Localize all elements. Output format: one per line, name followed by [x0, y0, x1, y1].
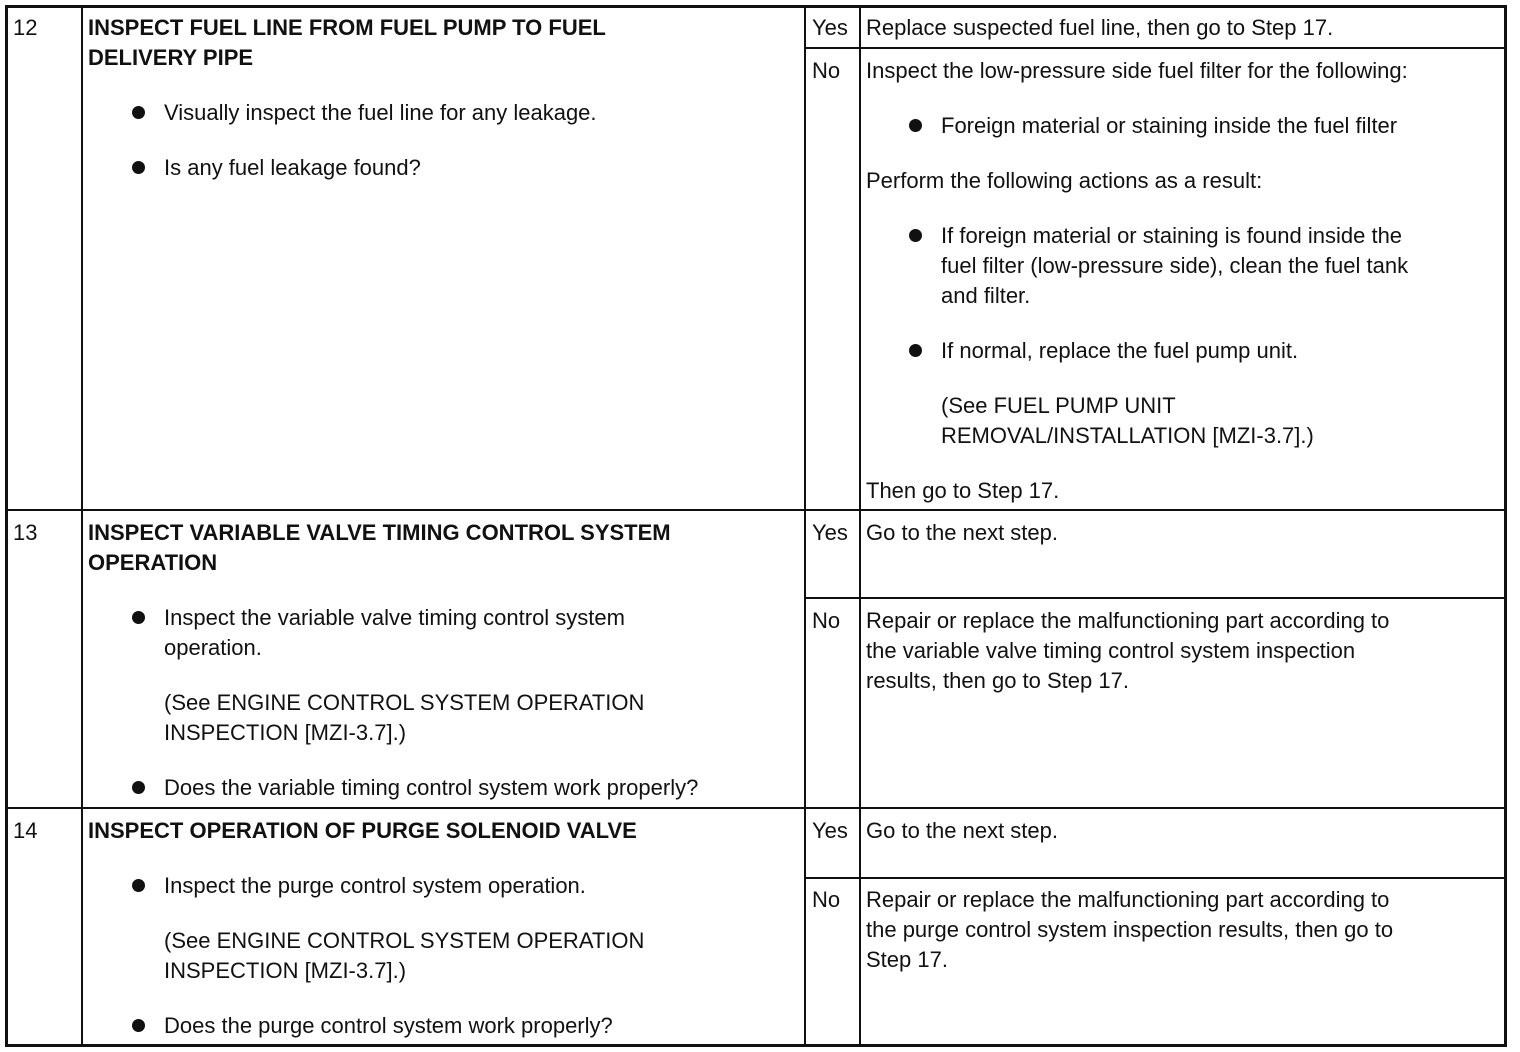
inspection-bullet: operation. [164, 635, 262, 660]
row-divider [7, 807, 1507, 809]
step-title: OPERATION [88, 550, 218, 575]
step-title: INSPECT OPERATION OF PURGE SOLENOID VALVE [88, 818, 637, 843]
no-action-bullet: If foreign material or staining is found inside the [941, 223, 1403, 248]
reference-note: INSPECTION [MZI-3.7].) [164, 720, 407, 745]
no-action-bullet: and filter. [941, 283, 1031, 308]
no-action: Then go to Step 17. [866, 478, 1060, 503]
row-divider [804, 877, 1507, 879]
column-divider [81, 7, 83, 1046]
inspection-bullet: Visually inspect the fuel line for any leakage. [164, 100, 597, 125]
reference-note: (See ENGINE CONTROL SYSTEM OPERATION [164, 690, 645, 715]
yes-action: Go to the next step. [866, 818, 1059, 843]
no-action: Repair or replace the malfunctioning part according to [866, 608, 1390, 633]
bullet-icon [909, 229, 922, 242]
no-action-bullet: If normal, replace the fuel pump unit. [941, 338, 1299, 363]
row-divider [7, 509, 1507, 511]
no-action: Step 17. [866, 947, 948, 972]
bullet-icon [132, 611, 145, 624]
yes-label: Yes [812, 15, 848, 40]
no-label: No [812, 608, 841, 633]
step-number: 12 [13, 15, 38, 40]
inspection-bullet: Does the purge control system work properly? [164, 1013, 613, 1038]
reference-note: (See FUEL PUMP UNIT [941, 393, 1176, 418]
step-number: 14 [13, 818, 38, 843]
step-number: 13 [13, 520, 38, 545]
no-action: Repair or replace the malfunctioning part according to [866, 887, 1390, 912]
reference-note: (See ENGINE CONTROL SYSTEM OPERATION [164, 928, 645, 953]
no-action: the variable valve timing control system inspection [866, 638, 1356, 663]
bullet-icon [132, 879, 145, 892]
yes-action: Go to the next step. [866, 520, 1059, 545]
inspection-bullet: Is any fuel leakage found? [164, 155, 421, 180]
column-divider [859, 7, 861, 1046]
no-action-bullet: Foreign material or staining inside the fuel filter [941, 113, 1398, 138]
bullet-icon [909, 119, 922, 132]
bullet-icon [132, 161, 145, 174]
bullet-icon [909, 344, 922, 357]
bullet-icon [132, 781, 145, 794]
step-title: INSPECT FUEL LINE FROM FUEL PUMP TO FUEL [88, 15, 606, 40]
step-title: INSPECT VARIABLE VALVE TIMING CONTROL SYSTEM [88, 520, 671, 545]
inspection-bullet: Does the variable timing control system work properly? [164, 775, 699, 800]
reference-note: REMOVAL/INSTALLATION [MZI-3.7].) [941, 423, 1314, 448]
column-divider [804, 7, 806, 1046]
yes-action: Replace suspected fuel line, then go to Step 17. [866, 15, 1334, 40]
row-divider [804, 47, 1507, 49]
yes-label: Yes [812, 818, 848, 843]
inspection-bullet: Inspect the purge control system operation. [164, 873, 586, 898]
inspection-bullet: Inspect the variable valve timing control system [164, 605, 625, 630]
no-label: No [812, 887, 841, 912]
no-action: Inspect the low-pressure side fuel filter for the following: [866, 58, 1408, 83]
step-title: DELIVERY PIPE [88, 45, 254, 70]
bullet-icon [132, 1019, 145, 1032]
no-action: the purge control system inspection results, then go to [866, 917, 1394, 942]
no-action: results, then go to Step 17. [866, 668, 1129, 693]
yes-label: Yes [812, 520, 848, 545]
bullet-icon [132, 106, 145, 119]
no-action-bullet: fuel filter (low-pressure side), clean the fuel tank [941, 253, 1409, 278]
reference-note: INSPECTION [MZI-3.7].) [164, 958, 407, 983]
no-label: No [812, 58, 841, 83]
row-divider [804, 597, 1507, 599]
no-action: Perform the following actions as a result: [866, 168, 1263, 193]
